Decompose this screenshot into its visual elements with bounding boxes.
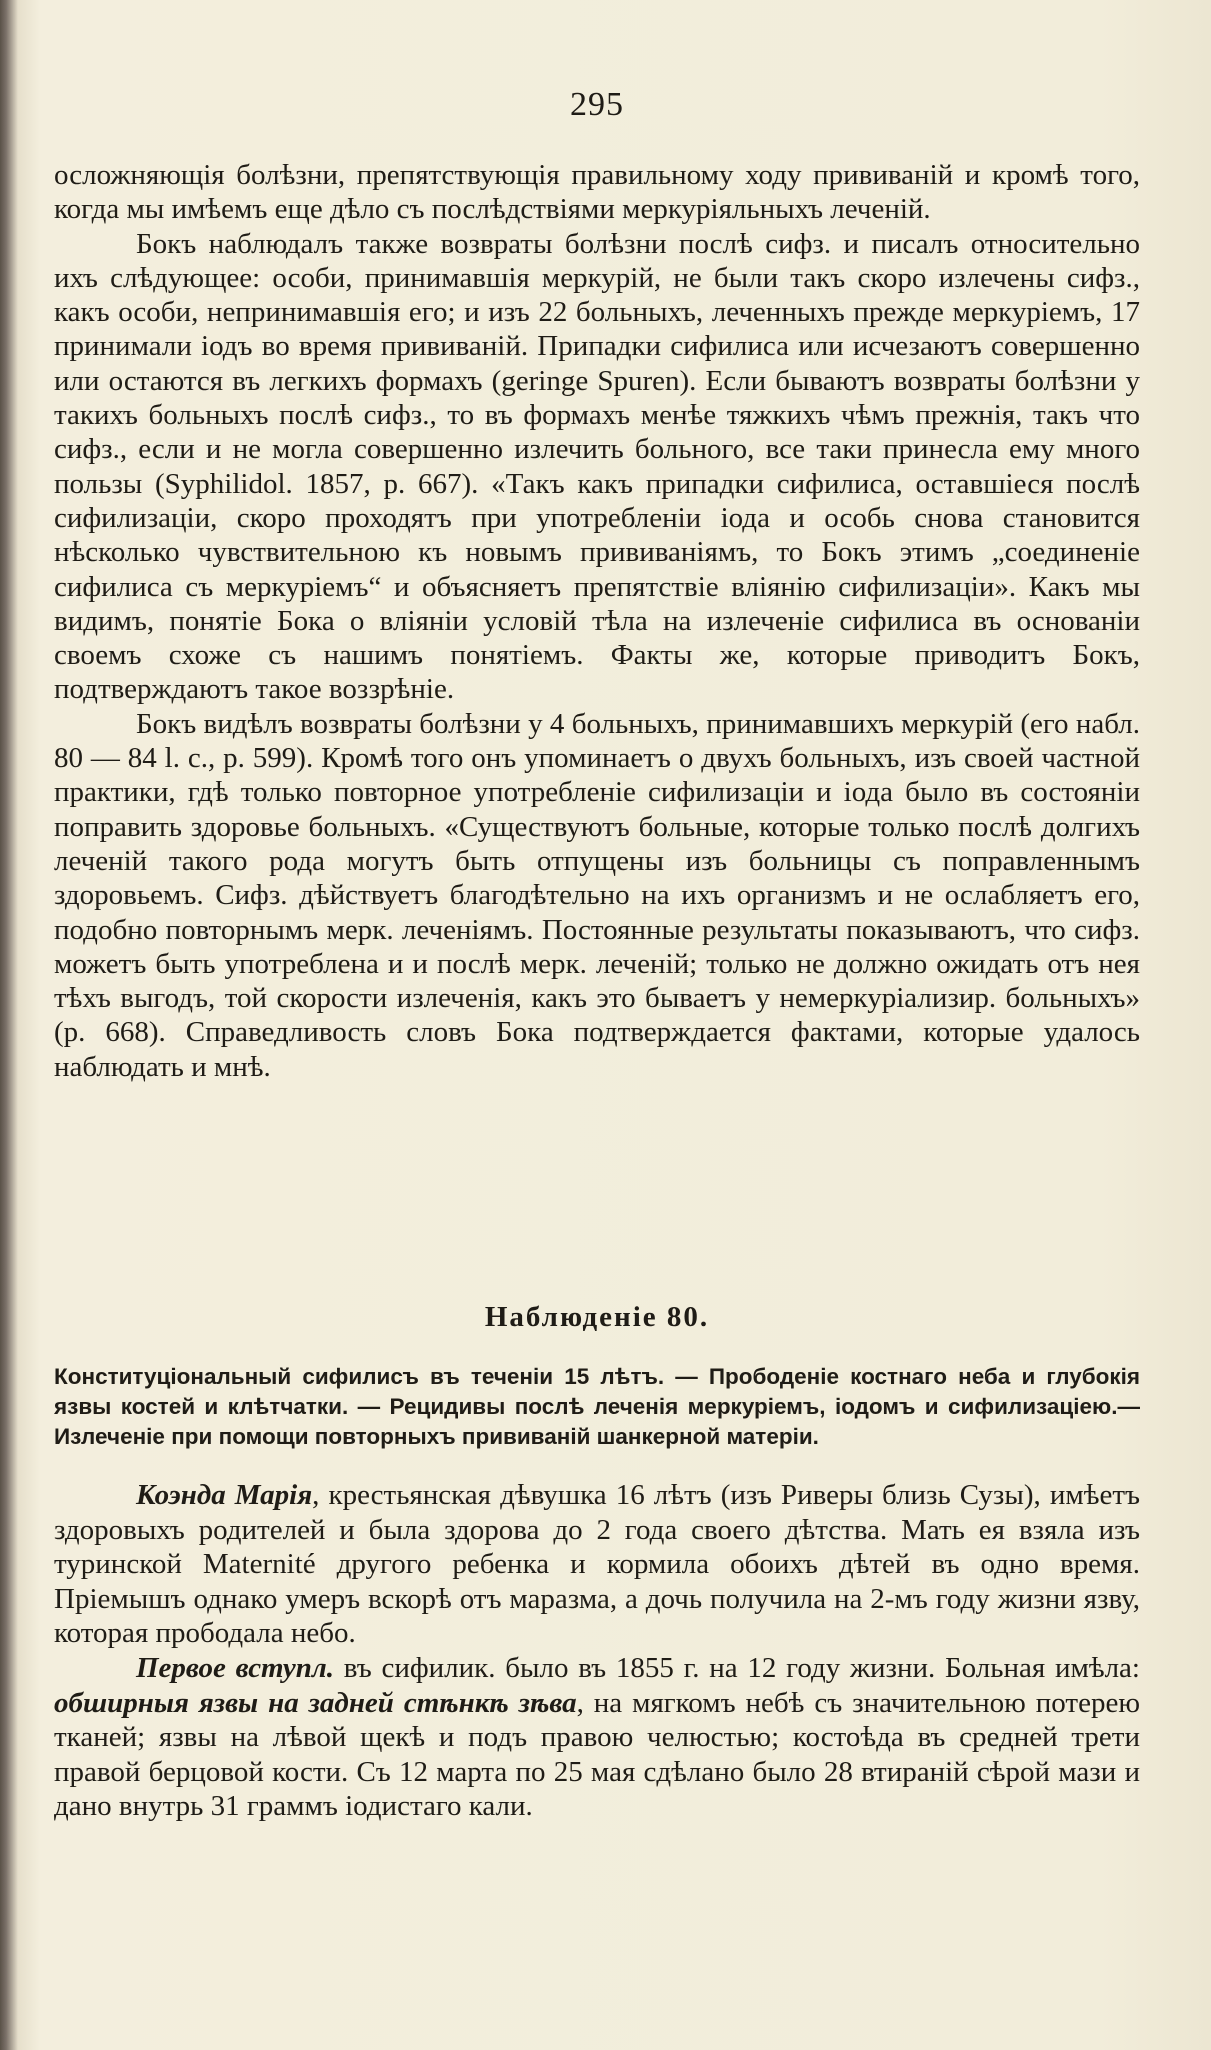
observation-summary: Конституціональный сифилисъ въ теченіи 15 лѣтъ. — Прободеніе костнаго неба и глубокія язвы костей и клѣтчатки. — Рецидивы послѣ леченія меркуріемъ, іодомъ и сифилизаціею.—Излеченіе при помощи повторныхъ прививаній шанкерной матеріи. (54, 1364, 1140, 1449)
case-paragraph-patient (54, 1478, 1140, 1651)
paragraph-continued: осложняющія болѣзни, препятствующія правильному ходу прививаній и кромѣ того, когда мы имѣемъ еще дѣло съ послѣдствіями меркуріяльныхъ леченій. (54, 159, 1140, 226)
first-onset-text-b: , на мягкомъ небѣ съ значительною потерею тканей; язвы на лѣвой щекѣ и подъ правою челюстью; костоѣда въ средней трети правой берцовой кости. Съ 12 марта по 25 мая сдѣлано было 28 втираній сѣрой мази и дано внутрь 31 граммъ іодистаго кали. (54, 1686, 1140, 1823)
paragraph-bock-returns: Бокъ наблюдалъ также возвраты болѣзни послѣ сифз. и писалъ относительно ихъ слѣдующее: особи, принимавшія меркурій, не были такъ скоро излечены сифз., какъ особи, непринимавшія его; и изъ 22 больныхъ, леченныхъ прежде меркуріемъ, 17 принимали іодъ во время прививаній. Припадки сифилиса или исчезаютъ совершенно или остаются въ легкихъ формахъ (geringe Spuren). Если бываютъ возвраты болѣзни у такихъ больныхъ послѣ сифз., то въ формахъ менѣе тяжкихъ чѣмъ прежнія, такъ что сифз., если и не могла совершенно излечить больного, все таки принесла ему много пользы (Syphilidol. 1857, p. 667). «Такъ какъ припадки сифилиса, оставшіеся послѣ сифилизаціи, скоро проходятъ при употребленіи іода и особь снова становится нѣсколько чувствительною къ новымъ прививаніямъ, то Бокъ этимъ „соединеніе сифилиса съ меркуріемъ“ и объясняетъ препятствіе вліянію сифилизаціи». Какъ мы видимъ, понятіе Бока о вліяніи условій тѣла на излеченіе сифилиса въ основаніи своемъ схоже съ нашимъ понятіемъ. Факты же, которые приводитъ Бокъ, подтверждаютъ такое воззрѣніе. (54, 227, 1140, 706)
first-onset-text-a: въ сифилик. было въ 1855 г. на 12 году жизни. Больная имѣла: (334, 1651, 1140, 1684)
page-number: 295 (570, 86, 624, 123)
first-onset-lead: Первое вступл. (136, 1651, 335, 1684)
patient-history: , крестьянская дѣвушка 16 лѣтъ (изъ Риверы близь Сузы), имѣетъ здоровыхъ родителей и была здорова до 2 года своего дѣтства. Мать ея взяла изъ туринской Maternité другого ребенка и кормила обоихъ дѣтей въ одно время. Пріемышъ однако умеръ вскорѣ отъ маразма, а дочь получила на 2-мъ году жизни язву, которая прободала небо. (54, 1479, 1141, 1650)
observation-title: Наблюденіе 80. (484, 1301, 710, 1333)
case-paragraph-first-onset (54, 1651, 1140, 1824)
first-onset-italic: обширныя язвы на задней стѣнкѣ зѣва (54, 1686, 577, 1719)
main-text (54, 158, 1140, 1084)
patient-name: Коэнда Марія (136, 1479, 313, 1511)
case-description (54, 1478, 1140, 1824)
paragraph-bock-four-patients: Бокъ видѣлъ возвраты болѣзни у 4 больныхъ, принимавшихъ меркурій (его набл. 80 — 84 l. c., p. 599). Кромѣ того онъ упоминаетъ о двухъ больныхъ, изъ своей частной практики, гдѣ только повторное употребленіе сифилизаціи и іода было въ состояніи поправить здоровье больныхъ. «Существуютъ больные, которые только послѣ долгихъ леченій такого рода могутъ быть отпущены изъ больницы съ поправленнымъ здоровьемъ. Сифз. дѣйствуетъ благодѣтельно на ихъ организмъ и не ослабляетъ его, подобно повторнымъ мерк. леченіямъ. Постоянные результаты показываютъ, что сифз. можетъ быть употреблена и и послѣ мерк. леченій; только не должно ожидать отъ нея тѣхъ выгодъ, той скорости излеченія, какъ это бываетъ у немеркуріализир. больныхъ» (p. 668). Справедливость словъ Бока подтверждается фактами, которые удалось наблюдать и мнѣ. (54, 707, 1140, 1083)
